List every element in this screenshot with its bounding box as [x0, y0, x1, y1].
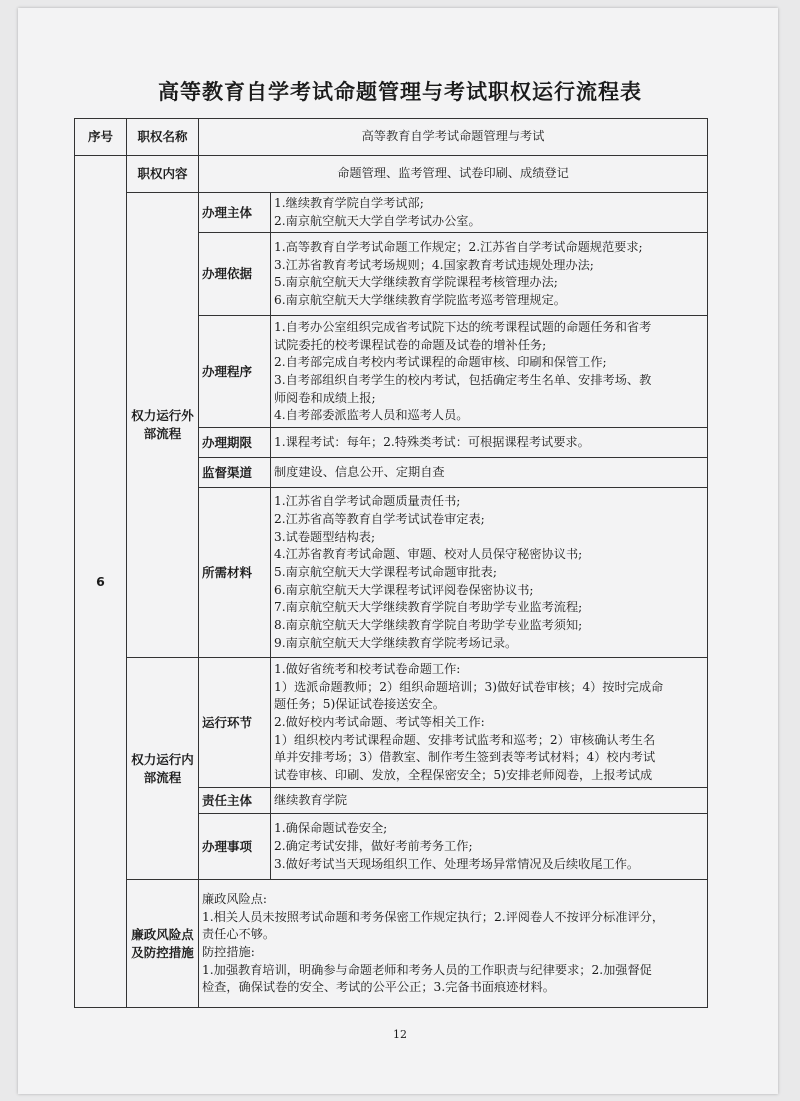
process-table: [74, 118, 708, 1008]
row-content: 制度建设、信息公开、定期自查: [271, 458, 708, 488]
seq-number: 6: [75, 156, 127, 1008]
name-header: 职权名称: [127, 119, 199, 156]
row-label: 办理主体: [199, 193, 271, 233]
content-label: 职权内容: [127, 156, 199, 193]
seq-header: 序号: [75, 119, 127, 156]
row-content: 1.继续教育学院自学考试部; 2.南京航空航天大学自学考试办公室。: [271, 193, 708, 233]
risk-label: 廉政风险点及防控措施: [127, 880, 199, 1008]
row-label: 办理程序: [199, 316, 271, 428]
row-content: 1.课程考试：每年；2.特殊类考试：可根据课程考试要求。: [271, 428, 708, 458]
row-label: 办理期限: [199, 428, 271, 458]
internal-flow-label: 权力运行内部流程: [127, 658, 199, 880]
row-label: 办理依据: [199, 233, 271, 316]
page-title: 高等教育自学考试命题管理与考试职权运行流程表: [158, 80, 642, 104]
row-content: 继续教育学院: [271, 788, 708, 814]
name-value: 高等教育自学考试命题管理与考试: [199, 119, 708, 156]
row-content: 1.江苏省自学考试命题质量责任书; 2.江苏省高等教育自学考试试卷审定表; 3.试卷题型结构表; 4.江苏省教育考试命题、审题、校对人员保守秘密协议书; 5.南京航空航天大学课程考试命题审批表; 6.南京航空航天大学课程考试评阅卷保密协议书; 7.南京航空航天大学继续教育学院自考助学专业监考流程; 8.南京航空航天大学继续教育学院自考助学专业监考须知; 9.南京航空航天大学继续教育学院考场记录。: [271, 488, 708, 658]
row-label: 办理事项: [199, 814, 271, 880]
row-label: 所需材料: [199, 488, 271, 658]
row-label: 监督渠道: [199, 458, 271, 488]
page-number: 12: [393, 1028, 407, 1041]
row-content: 1.做好省统考和校考试卷命题工作: 1）选派命题教师；2）组织命题培训；3)做好试卷审核；4）按时完成命 题任务；5)保证试卷接送安全。 2.做好校内考试命题、考试等相关工作: 1）组织校内考试课程命题、安排考试监考和巡考；2）审核确认考生名 单并安排考场；3）借教室、制作考生签到表等考试材料；4）校内考试 试卷审核、印刷、发放，全程保密安全；5)安排老师阅卷，上报考试成: [271, 658, 708, 788]
external-flow-label: 权力运行外部流程: [127, 193, 199, 658]
row-content: 1.确保命题试卷安全; 2.确定考试安排，做好考前考务工作; 3.做好考试当天现场组织工作、处理考场异常情况及后续收尾工作。: [271, 814, 708, 880]
row-content: 1.自考办公室组织完成省考试院下达的统考课程试题的命题任务和省考 试院委托的校考课程试卷的命题及试卷的增补任务; 2.自考部完成自考校内考试课程的命题审核、印刷和保管工作; 3.自考部组织自考学生的校内考试，包括确定考生名单、安排考场、教 师阅卷和成绩上报; 4.自考部委派监考人员和巡考人员。: [271, 316, 708, 428]
row-label: 责任主体: [199, 788, 271, 814]
row-label: 运行环节: [199, 658, 271, 788]
row-content: 1.高等教育自学考试命题工作规定；2.江苏省自学考试命题规范要求; 3.江苏省教育考试考场规则；4.国家教育考试违规处理办法; 5.南京航空航天大学继续教育学院课程考核管理办法; 6.南京航空航天大学继续教育学院监考巡考管理规定。: [271, 233, 708, 316]
content-value: 命题管理、监考管理、试卷印刷、成绩登记: [199, 156, 708, 193]
risk-content: 廉政风险点: 1.相关人员未按照考试命题和考务保密工作规定执行；2.评阅卷人不按评分标准评分， 责任心不够。 防控措施: 1.加强教育培训，明确参与命题老师和考务人员的工作职责与纪律要求；2.加强督促 检查，确保试卷的安全、考试的公平公正；3.完备书面痕迹材料。: [199, 880, 708, 1008]
